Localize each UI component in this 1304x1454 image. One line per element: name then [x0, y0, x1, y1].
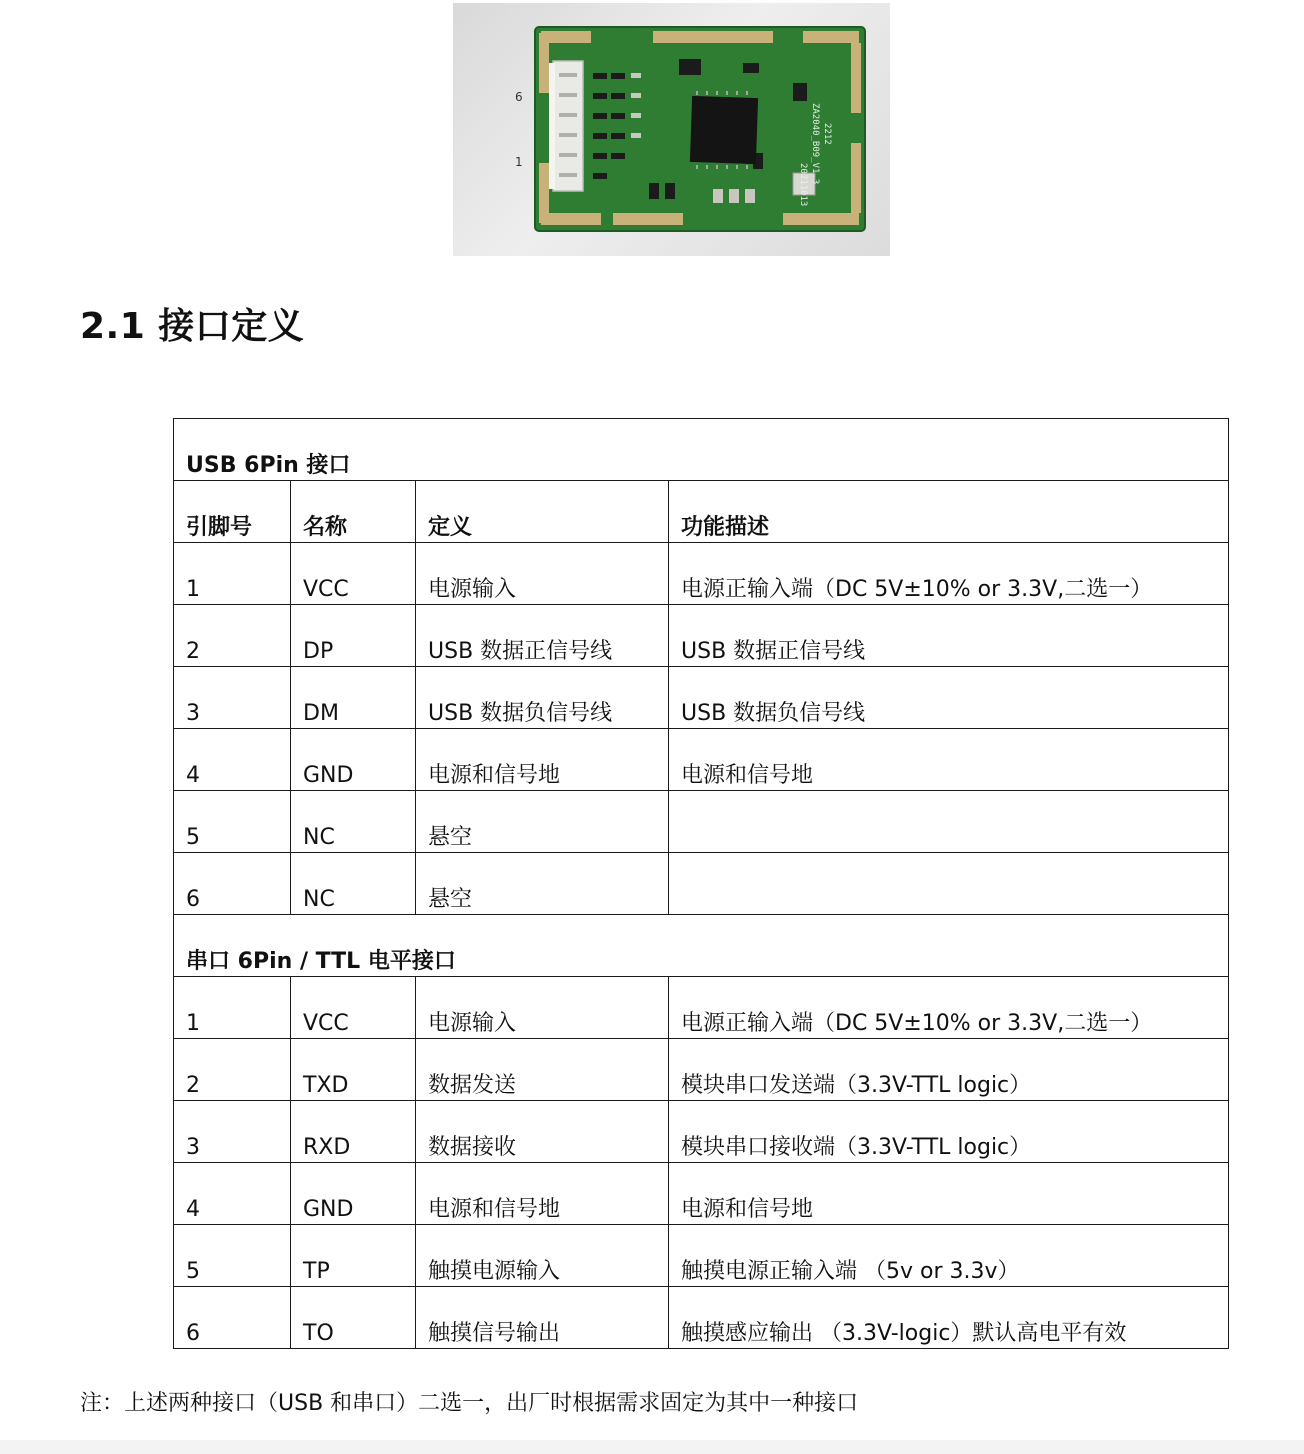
pin-description: USB 数据负信号线: [669, 667, 1229, 729]
pin-label-1: 1: [515, 155, 523, 169]
pin-number: 4: [174, 1163, 291, 1225]
table-row: [174, 791, 1229, 853]
table-row: [174, 1163, 1229, 1225]
pin-description: [669, 853, 1229, 915]
pin-name: VCC: [291, 543, 416, 605]
header-name: 名称: [291, 481, 416, 543]
pin-number: 1: [174, 977, 291, 1039]
pin-number: 5: [174, 791, 291, 853]
pin-description: 电源正输入端（DC 5V±10% or 3.3V,二选一）: [669, 543, 1229, 605]
pin-description: [669, 791, 1229, 853]
table-header-row: [174, 481, 1229, 543]
product-photo: [453, 3, 890, 256]
pin-name: RXD: [291, 1101, 416, 1163]
pin-name: TO: [291, 1287, 416, 1349]
pin-name: VCC: [291, 977, 416, 1039]
header-pin-number: 引脚号: [174, 481, 291, 543]
pin-description: 模块串口发送端（3.3V-TTL logic）: [669, 1039, 1229, 1101]
pin-description: 触摸电源正输入端 （5v or 3.3v）: [669, 1225, 1229, 1287]
pin-description: 电源和信号地: [669, 1163, 1229, 1225]
board-marking-2: ZA2040_B09_V1.3: [810, 103, 820, 185]
pin-definition: 电源输入: [416, 543, 669, 605]
pin-name: NC: [291, 853, 416, 915]
pin-definition: 数据发送: [416, 1039, 669, 1101]
table-row: [174, 543, 1229, 605]
table-row: [174, 667, 1229, 729]
pin-number: 3: [174, 667, 291, 729]
pin-definition: USB 数据负信号线: [416, 667, 669, 729]
pin-definition: 触摸信号输出: [416, 1287, 669, 1349]
page-bottom-band: [0, 1440, 1304, 1454]
pin-number: 3: [174, 1101, 291, 1163]
pin-name: NC: [291, 791, 416, 853]
pin-definition: 数据接收: [416, 1101, 669, 1163]
table-row: [174, 729, 1229, 791]
table-row: [174, 1101, 1229, 1163]
pin-label-6: 6: [515, 90, 523, 104]
pin-definition: 悬空: [416, 791, 669, 853]
table-row: [174, 1287, 1229, 1349]
pin-number: 6: [174, 853, 291, 915]
pin-number: 5: [174, 1225, 291, 1287]
section-heading: 2.1 接口定义: [80, 306, 305, 347]
table-row: [174, 1039, 1229, 1101]
pin-name: GND: [291, 1163, 416, 1225]
table-row: [174, 853, 1229, 915]
pin-description: 电源正输入端（DC 5V±10% or 3.3V,二选一）: [669, 977, 1229, 1039]
pin-definition: USB 数据正信号线: [416, 605, 669, 667]
pin-number: 4: [174, 729, 291, 791]
board-marking-1: 2212: [822, 123, 832, 145]
pin-definition: 电源和信号地: [416, 729, 669, 791]
header-description: 功能描述: [669, 481, 1229, 543]
pin-name: DM: [291, 667, 416, 729]
pin-description: 触摸感应输出 （3.3V-logic）默认高电平有效: [669, 1287, 1229, 1349]
pin-name: TP: [291, 1225, 416, 1287]
usb-section-title: USB 6Pin 接口: [174, 419, 1229, 481]
pin-definition: 触摸电源输入: [416, 1225, 669, 1287]
interface-table: [173, 418, 1229, 1349]
pin-name: DP: [291, 605, 416, 667]
pin-number: 2: [174, 1039, 291, 1101]
pin-number: 1: [174, 543, 291, 605]
pin-definition: 悬空: [416, 853, 669, 915]
pin-name: GND: [291, 729, 416, 791]
usb-section-row: [174, 419, 1229, 481]
serial-section-title: 串口 6Pin / TTL 电平接口: [174, 915, 1229, 977]
table-row: [174, 977, 1229, 1039]
table-row: [174, 1225, 1229, 1287]
pin-description: 电源和信号地: [669, 729, 1229, 791]
pin-number: 6: [174, 1287, 291, 1349]
board-marking-3: 20211013: [798, 163, 808, 207]
pin-number: 2: [174, 605, 291, 667]
footnote: 注：上述两种接口（USB 和串口）二选一，出厂时根据需求固定为其中一种接口: [80, 1391, 859, 1416]
interface-table-body: [174, 419, 1229, 1349]
table-row: [174, 605, 1229, 667]
pin-description: 模块串口接收端（3.3V-TTL logic）: [669, 1101, 1229, 1163]
serial-section-row: [174, 915, 1229, 977]
pcb-board-image: [453, 3, 890, 256]
header-definition: 定义: [416, 481, 669, 543]
pin-description: USB 数据正信号线: [669, 605, 1229, 667]
pin-definition: 电源输入: [416, 977, 669, 1039]
pin-name: TXD: [291, 1039, 416, 1101]
pin-definition: 电源和信号地: [416, 1163, 669, 1225]
